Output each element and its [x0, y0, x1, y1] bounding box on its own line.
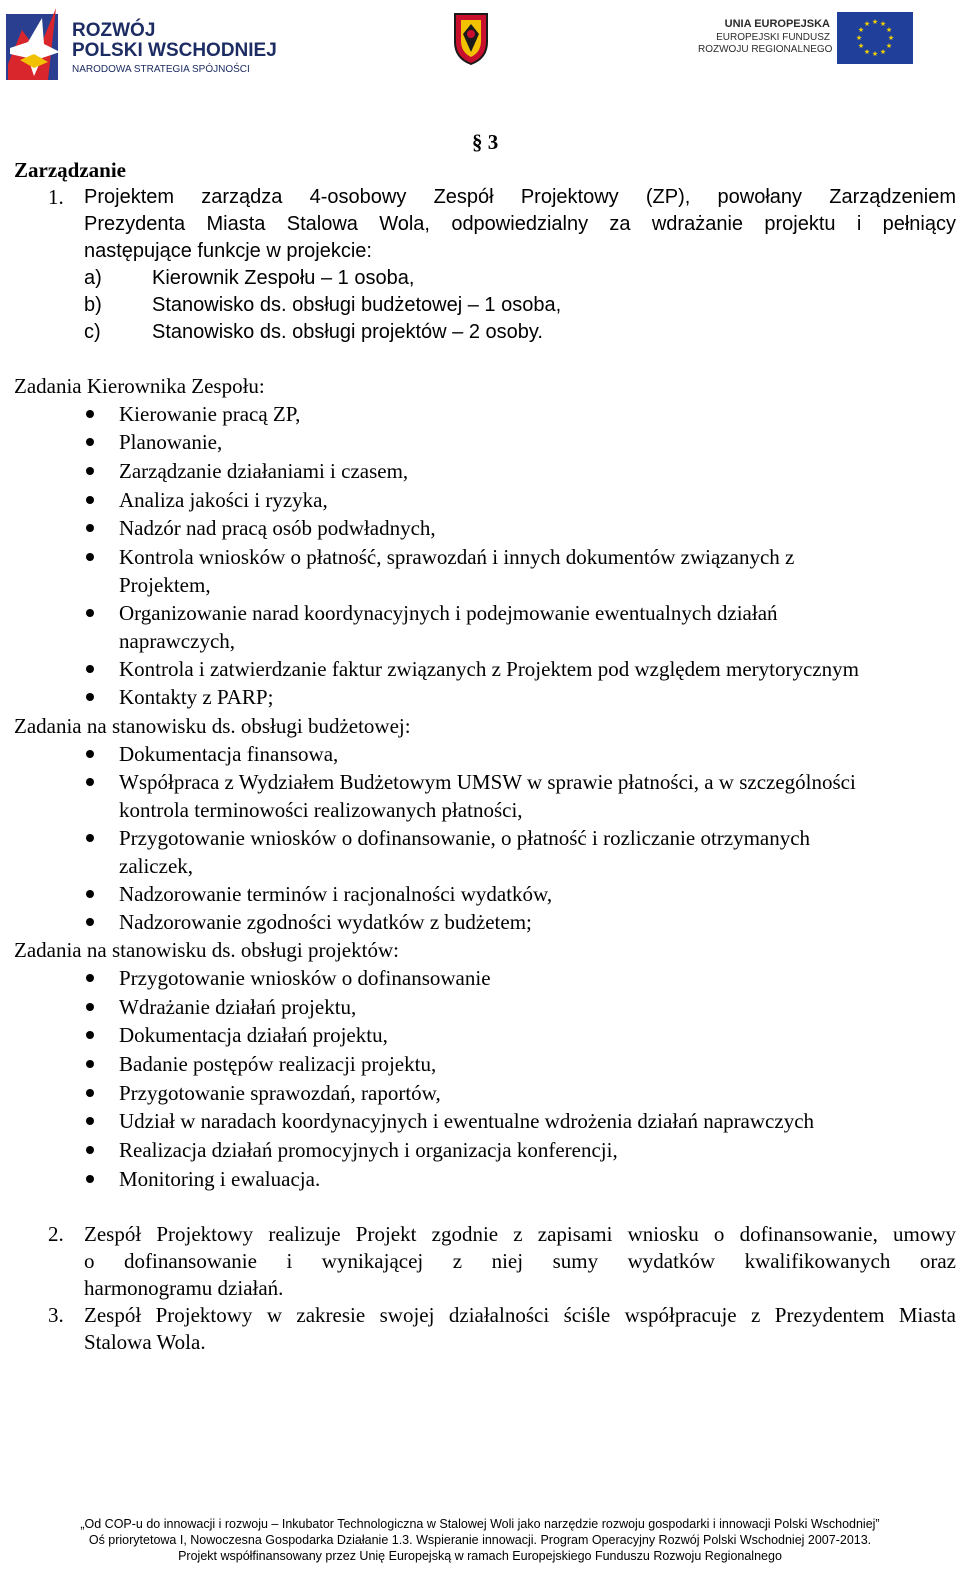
bullet-dot [86, 609, 94, 617]
bullet-dot [86, 1060, 94, 1068]
footer-line: Projekt współfinansowany przez Unię Europejską w ramach Europejskiego Funduszu Rozwoju Regionalnego [178, 1549, 782, 1563]
list-item: Nadzorowanie zgodności wydatków z budżetem; [119, 910, 532, 934]
bullet-dot [86, 1003, 94, 1011]
svg-text:★: ★ [855, 34, 863, 42]
bullet-dot [86, 1117, 94, 1125]
bullet-dot [86, 553, 94, 561]
footer-line: „Od COP-u do innowacji i rozwoju – Inkubator Technologiczna w Stalowej Woli jako narzędzie rozwoju gospodarki i innowacji Polski Wschodniej” [80, 1517, 880, 1531]
list-item: Kierowanie pracą ZP, [119, 402, 301, 426]
svg-text:★: ★ [885, 42, 893, 50]
bullet-dot [86, 834, 94, 842]
list-item: Analiza jakości i ryzyka, [119, 488, 328, 512]
list-item-continued: naprawczych, [119, 629, 236, 653]
list-item: Przygotowanie sprawozdań, raportów, [119, 1081, 441, 1105]
svg-text:★: ★ [879, 48, 887, 56]
point-1-line: Projektem zarządza 4-osobowy Zespół Projektowy (ZP), powołany Zarządzeniem [84, 186, 956, 208]
bullet-dot [86, 890, 94, 898]
eu-logo [690, 12, 915, 67]
svg-text:★: ★ [857, 42, 865, 50]
svg-text:★: ★ [863, 48, 871, 56]
list-item: Wdrażanie działań projektu, [119, 995, 357, 1019]
svg-text:★: ★ [887, 34, 895, 42]
list-item: Dokumentacja finansowa, [119, 742, 339, 766]
bullet-dot [86, 665, 94, 673]
list-item: Udział w naradach koordynacyjnych i ewentualne wdrożenia działań naprawczych [119, 1109, 815, 1133]
list-item: Monitoring i ewaluacja. [119, 1167, 321, 1191]
svg-text:★: ★ [857, 26, 865, 34]
logo-text-line2: POLSKI WSCHODNIEJ [72, 40, 277, 61]
svg-text:★: ★ [871, 50, 879, 58]
item-text: Kierownik Zespołu – 1 osoba, [152, 267, 415, 289]
eu-flag-icon [837, 12, 913, 64]
list-item: Dokumentacja działań projektu, [119, 1023, 388, 1047]
page-header [0, 0, 960, 90]
list-item: Zarządzanie działaniami i czasem, [119, 459, 409, 483]
svg-text:★: ★ [879, 20, 887, 28]
list-item: Współpraca z Wydziałem Budżetowym UMSW w sprawie płatności, a w szczególności [119, 770, 856, 794]
bullet-dot [86, 1089, 94, 1097]
list-item: Nadzór nad pracą osób podwładnych, [119, 516, 436, 540]
page-footer [0, 1516, 960, 1564]
item-letter: a) [84, 267, 102, 289]
rozwoj-polski-wschodniej-logo [4, 2, 284, 82]
bullet-dot [86, 918, 94, 926]
bullet-dot [86, 974, 94, 982]
list-item: Realizacja działań promocyjnych i organizacja konferencji, [119, 1138, 618, 1162]
star-emblem-icon [4, 2, 68, 82]
svg-text:★: ★ [885, 26, 893, 34]
point-2-line: o dofinansowanie i wynikającej z niej sumy wydatków kwalifikowanych oraz [84, 1249, 956, 1273]
list-item: Badanie postępów realizacji projektu, [119, 1052, 437, 1076]
bullet-dot [86, 467, 94, 475]
item-letter: c) [84, 321, 101, 343]
bullet-dot [86, 438, 94, 446]
point-3-number: 3. [48, 1303, 64, 1327]
svg-text:★: ★ [863, 20, 871, 28]
eu-text-line2: EUROPEJSKI FUNDUSZ [716, 32, 830, 43]
point-3-line: Stalowa Wola. [84, 1330, 206, 1354]
section-heading: Zarządzanie [14, 158, 126, 182]
logo-text-line3: NARODOWA STRATEGIA SPÓJNOŚCI [72, 64, 250, 75]
list-item-continued: kontrola terminowości realizowanych płatności, [119, 798, 523, 822]
bullet-dot [86, 496, 94, 504]
bullet-dot [86, 778, 94, 786]
bullet-dot [86, 1175, 94, 1183]
list-item: Planowanie, [119, 430, 223, 454]
point-2-number: 2. [48, 1222, 64, 1246]
bullet-dot [86, 693, 94, 701]
bullet-dot [86, 524, 94, 532]
list-item: Kontakty z PARP; [119, 685, 274, 709]
svg-text:★: ★ [871, 18, 879, 26]
point-1-line: Prezydenta Miasta Stalowa Wola, odpowiedzialny za wdrażanie projektu i pełniący [84, 213, 956, 235]
list-item: Kontrola wniosków o płatność, sprawozdań i innych dokumentów związanych z [119, 545, 795, 569]
bullet-dot [86, 410, 94, 418]
eu-text-line1: UNIA EUROPEJSKA [724, 18, 830, 30]
city-crest-icon [452, 12, 490, 66]
list-item: Przygotowanie wniosków o dofinansowanie [119, 966, 491, 990]
point-3-line: Zespół Projektowy w zakresie swojej działalności ściśle współpracuje z Prezydentem Miasta [84, 1303, 956, 1327]
eu-text-line3: ROZWOJU REGIONALNEGO [698, 44, 833, 55]
point-1-line: następujące funkcje w projekcie: [84, 240, 372, 262]
list-item: Organizowanie narad koordynacyjnych i podejmowanie ewentualnych działań [119, 601, 778, 625]
item-text: Stanowisko ds. obsługi budżetowej – 1 osoba, [152, 294, 562, 316]
group-title: Zadania Kierownika Zespołu: [14, 374, 265, 398]
section-number: § 3 [472, 130, 499, 154]
footer-line: Oś priorytetowa I, Nowoczesna Gospodarka Działanie 1.3. Wspieranie innowacji. Program Operacyjny Rozwój Polski Wschodniej 2007-2013. [88, 1533, 872, 1547]
logo-text-line1: ROZWÓJ [72, 20, 156, 41]
list-item-continued: Projektem, [119, 573, 211, 597]
bullet-dot [86, 750, 94, 758]
point-2-line: harmonogramu działań. [84, 1276, 284, 1300]
item-text: Stanowisko ds. obsługi projektów – 2 osoby. [152, 321, 543, 343]
bullet-dot [86, 1146, 94, 1154]
group-title: Zadania na stanowisku ds. obsługi budżetowej: [14, 714, 411, 738]
item-letter: b) [84, 294, 102, 316]
list-item: Przygotowanie wniosków o dofinansowanie, o płatność i rozliczanie otrzymanych [119, 826, 811, 850]
group-title: Zadania na stanowisku ds. obsługi projektów: [14, 938, 399, 962]
list-item-continued: zaliczek, [119, 854, 194, 878]
point-2-line: Zespół Projektowy realizuje Projekt zgodnie z zapisami wniosku o dofinansowanie, umowy [84, 1222, 956, 1246]
bullet-dot [86, 1031, 94, 1039]
list-item: Nadzorowanie terminów i racjonalności wydatków, [119, 882, 553, 906]
list-item: Kontrola i zatwierdzanie faktur związanych z Projektem pod względem merytorycznym [119, 657, 859, 681]
point-1-number: 1. [48, 185, 64, 209]
